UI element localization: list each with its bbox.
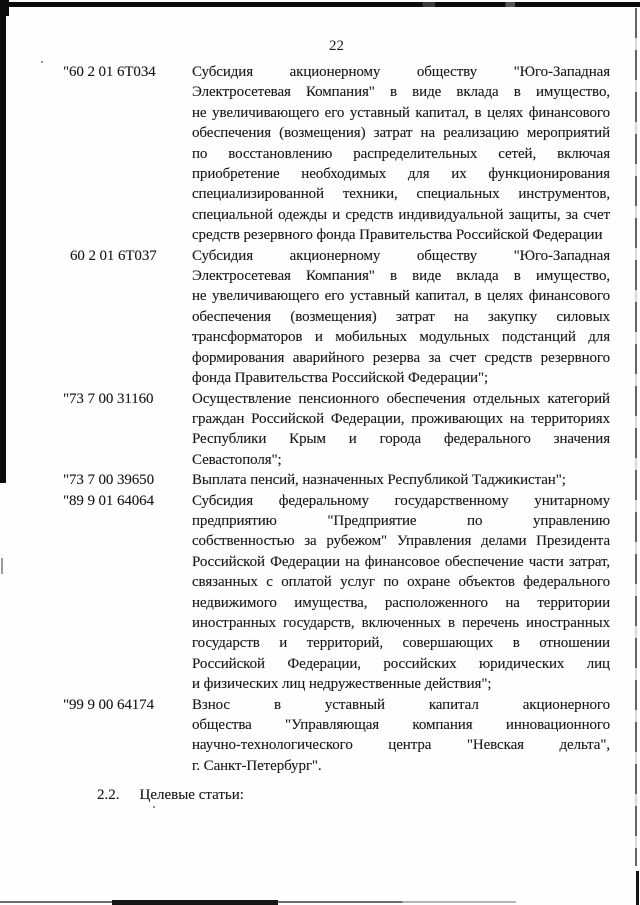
description-line: специализированной техники, специальных инструментов, xyxy=(192,186,610,203)
section-heading xyxy=(97,787,244,804)
entry-row xyxy=(63,246,610,389)
description-line: не увеличивающего его уставный капитал, в целях финансового xyxy=(192,288,610,305)
description-line: Субсидия акционерному обществу "Юго-Западная xyxy=(192,247,610,264)
entry-row xyxy=(63,470,610,490)
description-line: Субсидия акционерному обществу "Юго-Западная xyxy=(192,64,610,80)
entry-code: "73 7 00 39650 xyxy=(63,472,154,489)
entry-description xyxy=(192,470,610,490)
description-line: предприятию "Предприятие по управлению xyxy=(192,512,610,529)
description-line: фонда Правительства Российской Федерации"; xyxy=(192,370,489,387)
description-line: государств и территорий, совершающих в отношении xyxy=(192,635,610,652)
section-number: 2.2. xyxy=(97,787,120,803)
description-line: Российской Федерации на финансовое обеспечение части затрат, xyxy=(192,553,610,570)
description-line: связанных с оплатой услуг по охране объектов федерального xyxy=(192,574,610,591)
description-line: формирования аварийного резерва за счет средств резервного xyxy=(192,349,610,366)
entry-description xyxy=(192,491,610,695)
scan-edge-top xyxy=(0,2,640,7)
description-line: средств резервного фонда Правительства Российской Федерации xyxy=(192,227,603,244)
description-line: обеспечения (возмещения) затрат на закупку силовых xyxy=(192,308,610,325)
scan-edge-bottom-right xyxy=(636,871,639,905)
description-line: научно-технологического центра "Невская дельта", xyxy=(192,737,610,754)
section-title: Целевые статьи: xyxy=(139,787,244,803)
entry-description xyxy=(192,695,610,777)
description-line: Выплата пенсий, назначенных Республикой Таджикистан"; xyxy=(192,472,566,489)
entry-row xyxy=(63,695,610,777)
description-line: Российской Федерации, российских юридических лиц xyxy=(192,655,610,672)
description-line: приобретение необходимых для их функционирования xyxy=(192,166,610,183)
scan-edge-bottom-black xyxy=(112,900,278,905)
entry-description xyxy=(192,389,610,471)
scan-edge-left-corner xyxy=(0,0,9,16)
entry-description xyxy=(192,246,610,389)
entries-list xyxy=(63,62,610,776)
entry-code: "60 2 01 6Т034 xyxy=(63,64,156,80)
description-line: Севастополя"; xyxy=(192,451,282,468)
entry-code: 60 2 01 6Т037 xyxy=(70,247,157,264)
page-number: 22 xyxy=(329,38,344,54)
description-line: Республики Крым и города федерального значения xyxy=(192,431,610,448)
scan-speck xyxy=(153,806,155,808)
description-line: иностранных государств, включенных в перечень иностранных xyxy=(192,614,610,631)
description-line: специальной одежды и средств индивидуальной защиты, за счет xyxy=(192,206,610,223)
entry-code: "89 9 01 64064 xyxy=(63,492,154,509)
scan-speck xyxy=(41,61,43,63)
entry-code: "73 7 00 31160 xyxy=(63,390,154,407)
description-line: трансформаторов и мобильных модульных подстанций для xyxy=(192,329,610,346)
description-line: недвижимого имущества, расположенного на территории xyxy=(192,594,610,611)
description-line: не увеличивающего его уставный капитал, в целях финансового xyxy=(192,104,610,121)
entry-row xyxy=(63,389,610,471)
description-line: общества "Управляющая компания инновационного xyxy=(192,717,610,733)
description-line: Взнос в уставный капитал акционерного xyxy=(192,696,610,713)
entry-row xyxy=(63,62,610,246)
description-line: Электросетевая Компания" в виде вклада в имущество, xyxy=(192,268,610,285)
description-line: Электросетевая Компания" в виде вклада в имущество, xyxy=(192,84,610,101)
entry-row xyxy=(63,491,610,695)
description-line: Субсидия федеральному государственному унитарному xyxy=(192,492,610,509)
entry-description xyxy=(192,62,610,246)
description-line: Осуществление пенсионного обеспечения отдельных категорий xyxy=(192,390,610,407)
entry-code: "99 9 00 64174 xyxy=(63,696,154,713)
description-line: собственностью за рубежом" Управления делами Президента xyxy=(192,533,610,550)
scan-edge-left-dash xyxy=(1,558,3,574)
description-line: граждан Российской Федерации, проживающих на территориях xyxy=(192,410,610,427)
scan-edge-left xyxy=(0,0,6,483)
description-line: г. Санкт-Петербург". xyxy=(192,757,322,774)
scan-edge-right xyxy=(635,8,637,866)
description-line: обеспечения (возмещения) затрат на реализацию мероприятий xyxy=(192,125,610,142)
description-line: по восстановлению распределительных сетей, включая xyxy=(192,145,610,162)
description-line: и физических лиц недружественные действия"; xyxy=(192,676,492,693)
